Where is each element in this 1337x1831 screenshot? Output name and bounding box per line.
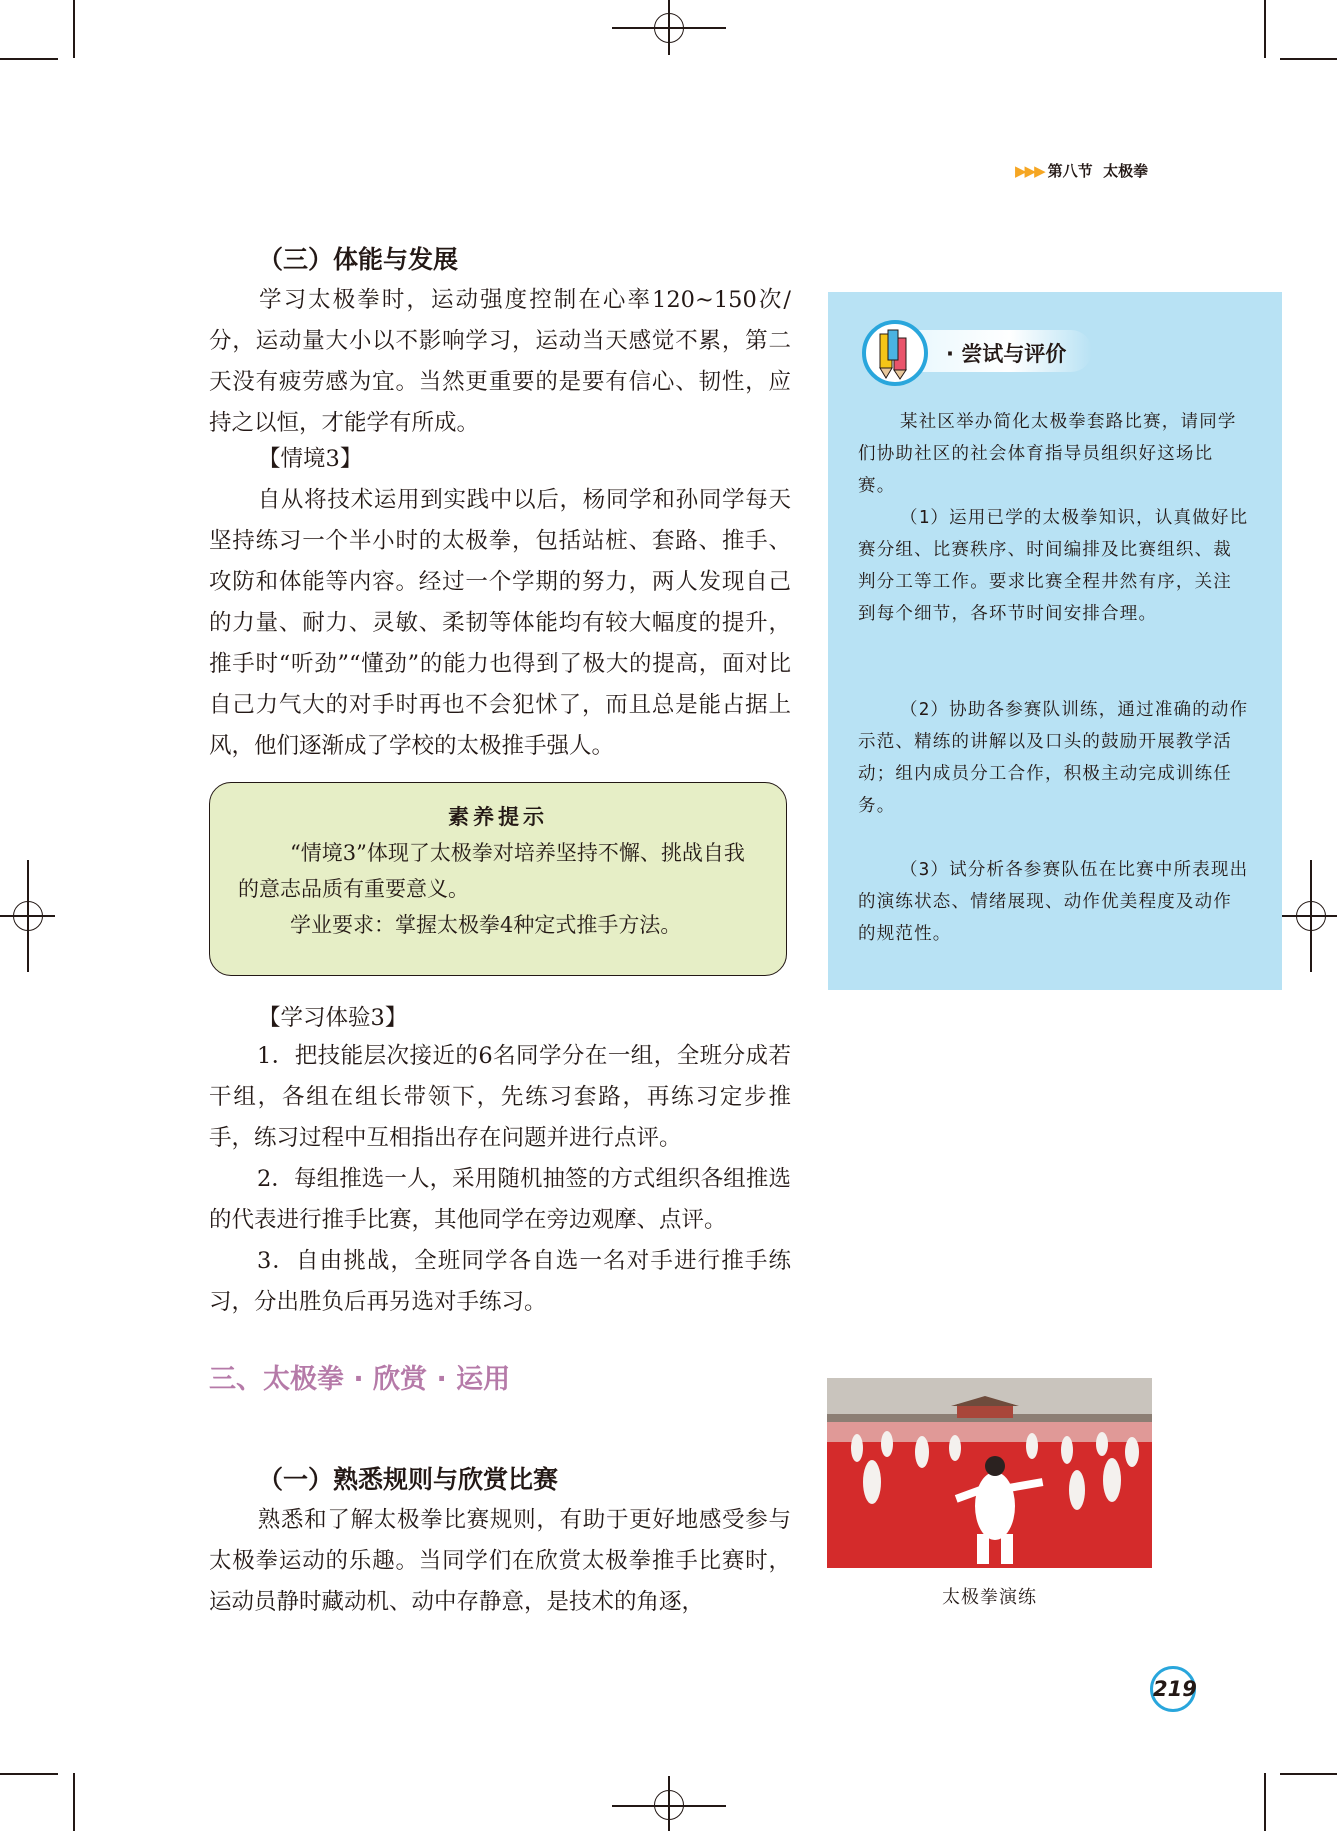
- running-header: [1015, 160, 1148, 181]
- page-number: 219: [1150, 1666, 1196, 1712]
- photo-caption: 太极拳演练: [942, 1587, 1037, 1608]
- sidebar-banner: [862, 320, 1102, 376]
- rules-paragraph: 熟悉和了解太极拳比赛规则，有助于更好地感受参与太极拳运动的乐趣。当同学们在欣赏太极拳推手比赛时，运动员静时藏动机、动中存静意，是技术的角逐，: [209, 1507, 791, 1615]
- sidebar-banner-title: · 尝试与评价: [946, 342, 1067, 366]
- triangle-icon: ▶▶▶: [1015, 162, 1044, 180]
- sidebar-item-1: （1）运用已学的太极拳知识，认真做好比赛分组、比赛秩序、时间编排及比赛组织、裁判分工等工作。要求比赛全程井然有序，关注到每个细节，各环节时间安排合理。: [858, 508, 1249, 624]
- literacy-tip-text: “情境3”体现了太极拳对培养坚持不懈、挑战自我的意志品质有重要意义。: [238, 841, 745, 901]
- pencil-icon: [862, 320, 928, 386]
- sidebar-item-2: （2）协助各参赛队训练，通过准确的动作示范、精练的讲解以及口头的鼓励开展教学活动；组内成员分工合作，积极主动完成训练任务。: [858, 700, 1249, 816]
- registration-mark-icon: [1296, 901, 1326, 931]
- fitness-paragraph: 学习太极拳时，运动强度控制在心率120~150次/分，运动量大小以不影响学习，运动当天感觉不累，第二天没有疲劳感为宜。当然更重要的是要有信心、韧性，应持之以恒，才能学有所成。: [209, 287, 791, 436]
- scenario-tag: 【情境3】: [258, 446, 363, 472]
- fitness-heading: （三）体能与发展: [258, 245, 459, 274]
- sidebar-intro: 某社区举办简化太极拳套路比赛，请同学们协助社区的社会体育指导员组织好这场比赛。: [858, 412, 1237, 496]
- rules-heading: （一）熟悉规则与欣赏比赛: [258, 1465, 559, 1494]
- experience-item-3: 3．自由挑战，全班同学各自选一名对手进行推手练习，分出胜负后再另选对手练习。: [209, 1248, 791, 1315]
- registration-mark-icon: [654, 13, 684, 43]
- registration-mark-icon: [654, 1790, 684, 1820]
- literacy-tip-title: 素养提示: [448, 805, 548, 829]
- registration-mark-icon: [13, 901, 43, 931]
- experience-item-2: 2．每组推选一人，采用随机抽签的方式组织各组推选的代表进行推手比赛，其他同学在旁边观摩、点评。: [209, 1166, 791, 1233]
- topic-label: 太极拳: [1103, 162, 1149, 180]
- academic-requirement: 学业要求：掌握太极拳4种定式推手方法。: [290, 913, 682, 937]
- literacy-tip-box: [209, 782, 787, 976]
- chapter-label: 第八节: [1047, 162, 1093, 180]
- try-evaluate-sidebar: [828, 292, 1282, 990]
- experience-item-1: 1．把技能层次接近的6名同学分在一组，全班分成若干组，各组在组长带领下，先练习套路，再练习定步推手，练习过程中互相指出存在问题并进行点评。: [209, 1043, 791, 1151]
- taiji-practice-photo: [827, 1378, 1152, 1568]
- sidebar-item-3: （3）试分析各参赛队伍在比赛中所表现出的演练状态、情绪展现、动作优美程度及动作的规范性。: [858, 860, 1249, 944]
- scenario-paragraph: 自从将技术运用到实践中以后，杨同学和孙同学每天坚持练习一个半小时的太极拳，包括站桩、套路、推手、攻防和体能等内容。经过一个学期的努力，两人发现自己的力量、耐力、灵敏、柔韧等体能均有较大幅度的提升，推手时“听劲”“懂劲”的能力也得到了极大的提高，面对比自己力气大的对手时再也不会犯怵了，而且总是能占据上风，他们逐渐成了学校的太极推手强人。: [209, 487, 791, 759]
- section-title: 三、太极拳 · 欣赏 · 运用: [209, 1364, 511, 1395]
- experience-tag: 【学习体验3】: [258, 1005, 408, 1031]
